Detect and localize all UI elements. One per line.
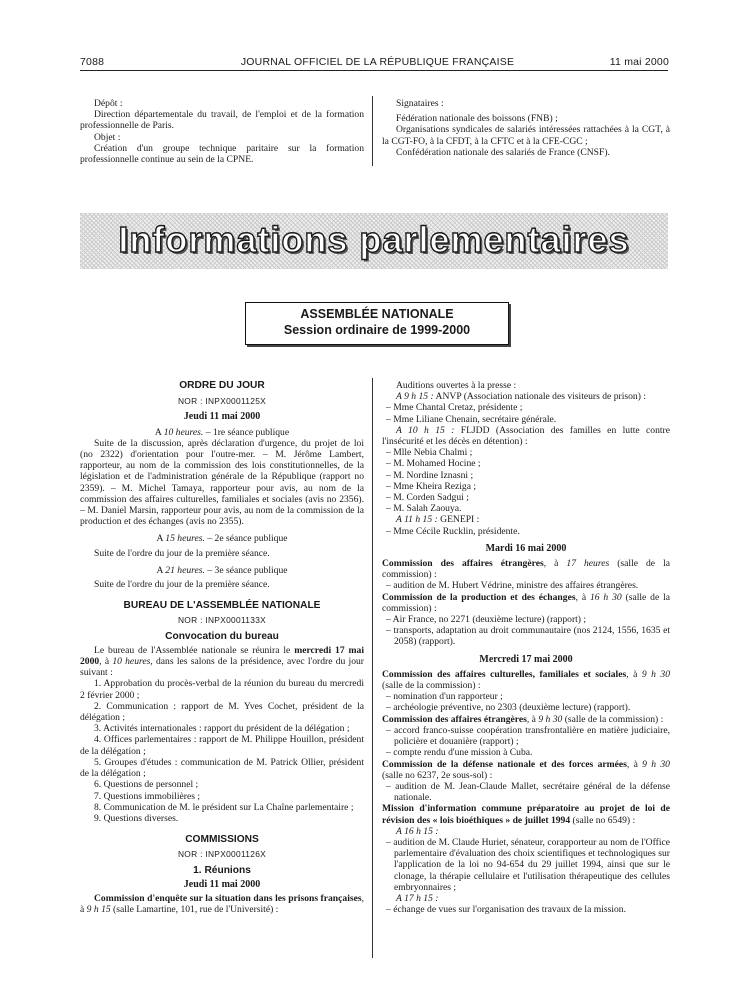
seance-2-text: Suite de l'ordre du jour de la première séance. [94, 547, 270, 559]
list-item: – accord franco-suisse coopération transfrontalière en matière judiciaire, policière et douanière (rapport) ; [386, 724, 670, 748]
convocation-time: 10 heures [112, 656, 151, 668]
agenda-item: 1. Approbation du procès-verbal de la réunion du bureau du mercredi 2 février 2000 ; [80, 678, 364, 701]
cacfs-time: 9 h 30 [641, 668, 670, 680]
mardi-date: Mardi 16 mai 2000 [485, 542, 567, 554]
header-rule [80, 70, 668, 71]
convocation-title: Convocation du bureau [165, 630, 279, 642]
signataires-block [382, 98, 670, 158]
reunions-date: Jeudi 11 mai 2000 [183, 878, 261, 890]
issue-date: 11 mai 2000 [609, 56, 669, 68]
mercredi-date: Mercredi 17 mai 2000 [479, 653, 573, 665]
convocation-intro-pre: Le bureau de l'Assemblée nationale se réunira le [94, 644, 295, 656]
cdn-location: (salle no 6237, 2e sous-sol) : [382, 769, 493, 781]
column-divider-top [372, 96, 373, 166]
signataire-line: Organisations syndicales de salariés intéressées rattachées à la CGT, à la CGT-FO, à la CFDT, à la CFTC et à la CFE-CGC ; [382, 124, 670, 147]
depot-block [80, 98, 364, 165]
cae2-time: 9 h 30 [538, 713, 563, 725]
convocation-date: mercredi 17 mai 2000 [80, 644, 364, 668]
enquete-time: 9 h 15 [86, 904, 111, 916]
seance-3-time: 21 heures. [165, 564, 205, 576]
seance-3-heading: A 21 heures. – 3e séance publique [156, 564, 288, 576]
seance-1-text: Suite de la discussion, après déclaration d'urgence, du projet de loi (no 2322) d'orientation pour l'outre-mer. – M. Jérôme Lambert, rapporteur, au nom de la commission des lois constitutionnelles, de la législation et de l'administration générale de la République (rapport no 2359). – M. Michel Tamaya, rapporteur pour avis, au nom de la commission des affaires culturelles, familiales et sociales (avis no 2356). – M. Daniel Marsin, rapporteur pour avis, au nom de la commission de la production et des échanges (avis no 2355). [80, 437, 364, 528]
ordre-date: Jeudi 11 mai 2000 [183, 411, 261, 423]
bureau-title: BUREAU DE L'ASSEMBLÉE NATIONALE [123, 600, 321, 612]
list-item: – M. Salah Zaouya. [386, 503, 462, 515]
list-item: – Mme Chantal Cretaz, présidente ; [386, 402, 523, 414]
list-item: – Mlle Nebia Chalmi ; [386, 447, 473, 459]
agenda-item: 7. Questions immobilières ; [94, 790, 201, 802]
mission-location: (salle no 6549) : [570, 814, 636, 826]
journal-title: JOURNAL OFFICIEL DE LA RÉPUBLIQUE FRANÇAISE [240, 56, 515, 68]
column-divider-main [372, 378, 373, 958]
reunions-title: 1. Réunions [193, 864, 251, 876]
signataire-line: Fédération nationale des boissons (FNB) ; [396, 113, 558, 125]
list-item: – compte rendu d'une mission à Cuba. [386, 747, 533, 759]
list-item: – M. Nordine Iznasni ; [386, 469, 474, 481]
cacfs-location: (salle de la commission) : [382, 680, 481, 692]
mission-1615-time: A 16 h 15 : [396, 825, 439, 837]
cdn-mid: , à [626, 758, 643, 770]
mission-1715-time: A 17 h 15 : [396, 892, 439, 904]
audition-1115 [382, 514, 670, 525]
assembly-session: Session ordinaire de 1999-2000 [283, 323, 471, 337]
audition-1015-text: FLJDD (Association des familles en lutte contre l'insécurité et les décès en détention) : [382, 424, 670, 448]
seance-2-time: 15 heures. [165, 533, 205, 545]
cpe-paragraph [382, 592, 670, 614]
list-item: – M. Mohamed Hocine ; [386, 458, 481, 470]
cae2-mid: , à [526, 713, 539, 725]
cae2-name: Commission des affaires étrangères [382, 713, 527, 725]
list-item: – M. Corden Sadgui ; [386, 492, 469, 504]
cpe-name: Commission de la production et des échanges [382, 591, 576, 603]
seance-1-label: – 1re séance publique [205, 426, 290, 438]
commissions-title: COMMISSIONS [185, 834, 259, 846]
list-item: – échange de vues sur l'organisation des travaux de la mission. [386, 904, 627, 916]
agenda-item: 6. Questions de personnel ; [94, 779, 199, 791]
audition-1115-time: A 11 h 15 : [396, 514, 438, 526]
list-item: – audition de M. Hubert Védrine, ministre des affaires étrangères. [386, 580, 639, 592]
ordre-nor: NOR : INPX0001125X [177, 396, 267, 407]
agenda-item: 8. Communication de M. le président sur La Chaîne parlementaire ; [94, 801, 354, 813]
cpe-time: 16 h 30 [589, 591, 622, 603]
depot-label: Dépôt : [94, 98, 123, 109]
list-item: – Mme Liliane Chenain, secrétaire générale. [386, 413, 557, 425]
list-item: – Mme Kheira Reziga ; [386, 480, 477, 492]
agenda-item: 5. Groupes d'études : communication de M. Patrick Ollier, président de la délégation ; [80, 756, 364, 780]
cae1-location: (salle de la commission) : [382, 558, 670, 581]
list-item: – audition de M. Jean-Claude Mallet, secrétaire général de la défense nationale. [386, 780, 670, 804]
right-column [382, 380, 670, 915]
list-item: – archéologie préventive, no 2303 (deuxième lecture) (rapport). [386, 702, 631, 714]
list-item: – audition de M. Claude Huriet, sénateur, corapporteur au nom de l'Office parlementaire d'évaluation des choix scientifiques et technologiques sur l'application de la loi no 94-654 du 29 juillet 1994, ainsi que sur le clonage, la thérapie cellulaire et l'utilisation thérapeutique des cellules embryonnaires ; [386, 836, 670, 893]
page-number: 7088 [80, 56, 105, 68]
objet-text: Création d'un groupe technique paritaire sur la formation professionnelle continue au sein de la CPNE. [80, 142, 364, 166]
cae1-time: 17 heures [566, 558, 610, 570]
enquete-location: (salle Lamartine, 101, rue de l'Université) : [110, 904, 279, 916]
audition-1015-time: A 10 h 15 : [396, 424, 455, 436]
left-column [80, 380, 364, 915]
agenda-item: 9. Questions diverses. [94, 812, 179, 824]
cacfs-paragraph [382, 669, 670, 691]
audition-1015 [382, 425, 670, 447]
mission-name: Mission d'information commune préparatoire au projet de loi de révision des « lois bioéthiques » de juillet 1994 [382, 803, 670, 826]
audition-915-time: A 9 h 15 : [396, 391, 434, 403]
seance-2-label: – 2e séance publique [207, 533, 288, 545]
signataires-label: Signataires : [396, 98, 444, 109]
agenda-item: 3. Activités internationales : rapport du président de la délégation ; [94, 723, 350, 735]
convocation-intro [80, 645, 364, 679]
convocation-intro-mid: , à [99, 656, 113, 668]
audition-915 [382, 391, 670, 402]
objet-label: Objet : [94, 131, 121, 143]
agenda-item: 2. Communication : rapport de M. Yves Cochet, président de la délégation ; [80, 700, 364, 724]
cpe-mid: , à [575, 591, 590, 603]
depot-text: Direction départementale du travail, de l'emploi et de la formation professionnelle de Paris. [80, 109, 364, 132]
assembly-title-box [245, 302, 509, 345]
section-banner-title: Informations parlementaires [118, 219, 630, 260]
cae1-name: Commission des affaires étrangères [382, 558, 544, 570]
seance-1-time: 10 heures. [163, 426, 204, 438]
mission-paragraph [382, 803, 670, 825]
enquete-commission-name: Commission d'enquête sur la situation dans les prisons françaises [94, 892, 362, 904]
seance-3-text: Suite de l'ordre du jour de la première séance. [94, 579, 270, 591]
seance-1-heading: A 10 heures. – 1re séance publique [154, 426, 290, 438]
signataire-line: Confédération nationale des salariés de France (CNSF). [396, 146, 610, 158]
cdn-name: Commission de la défense nationale et des forces armées [382, 758, 627, 770]
cae1-paragraph [382, 558, 670, 580]
cae2-paragraph [382, 714, 670, 725]
bureau-nor: NOR : INPX0001133X [177, 615, 267, 626]
enquete-paragraph [80, 893, 364, 915]
list-item: – transports, adaptation au droit communautaire (nos 2124, 1556, 1635 et 2058) (rapport). [386, 625, 670, 648]
list-item: – Air France, no 2271 (deuxième lecture) (rapport) ; [386, 614, 587, 626]
cae1-mid: , à [543, 558, 567, 570]
list-item: – nomination d'un rapporteur ; [386, 691, 503, 703]
auditions-intro: Auditions ouvertes à la presse : [396, 380, 517, 391]
cacfs-name: Commission des affaires culturelles, familiales et sociales [382, 668, 627, 680]
cae2-location: (salle de la commission) : [562, 713, 664, 725]
enquete-mid: , à [80, 892, 364, 916]
convocation-intro-post: , dans les salons de la présidence, avec l'ordre du jour suivant : [80, 656, 364, 679]
seance-3-label: – 3e séance publique [207, 564, 288, 576]
ordre-du-jour-title: ORDRE DU JOUR [179, 380, 265, 391]
commissions-nor: NOR : INPX0001126X [177, 849, 267, 860]
audition-1115-text: GENEPI : [437, 514, 480, 526]
cacfs-mid: , à [626, 668, 642, 680]
list-item: – Mme Cécile Rucklin, présidente. [386, 525, 520, 537]
assembly-name: ASSEMBLÉE NATIONALE [300, 307, 454, 321]
cdn-time: 9 h 30 [642, 758, 670, 770]
seance-2-heading: A 15 heures. – 2e séance publique [156, 533, 288, 545]
cdn-paragraph [382, 759, 670, 781]
agenda-item: 4. Offices parlementaires : rapport de M. Philippe Houillon, président de la délégation ; [80, 734, 364, 757]
audition-915-text: ANVP (Association nationale des visiteurs de prison) : [433, 391, 646, 403]
cpe-location: (salle de la commission) : [382, 591, 671, 614]
